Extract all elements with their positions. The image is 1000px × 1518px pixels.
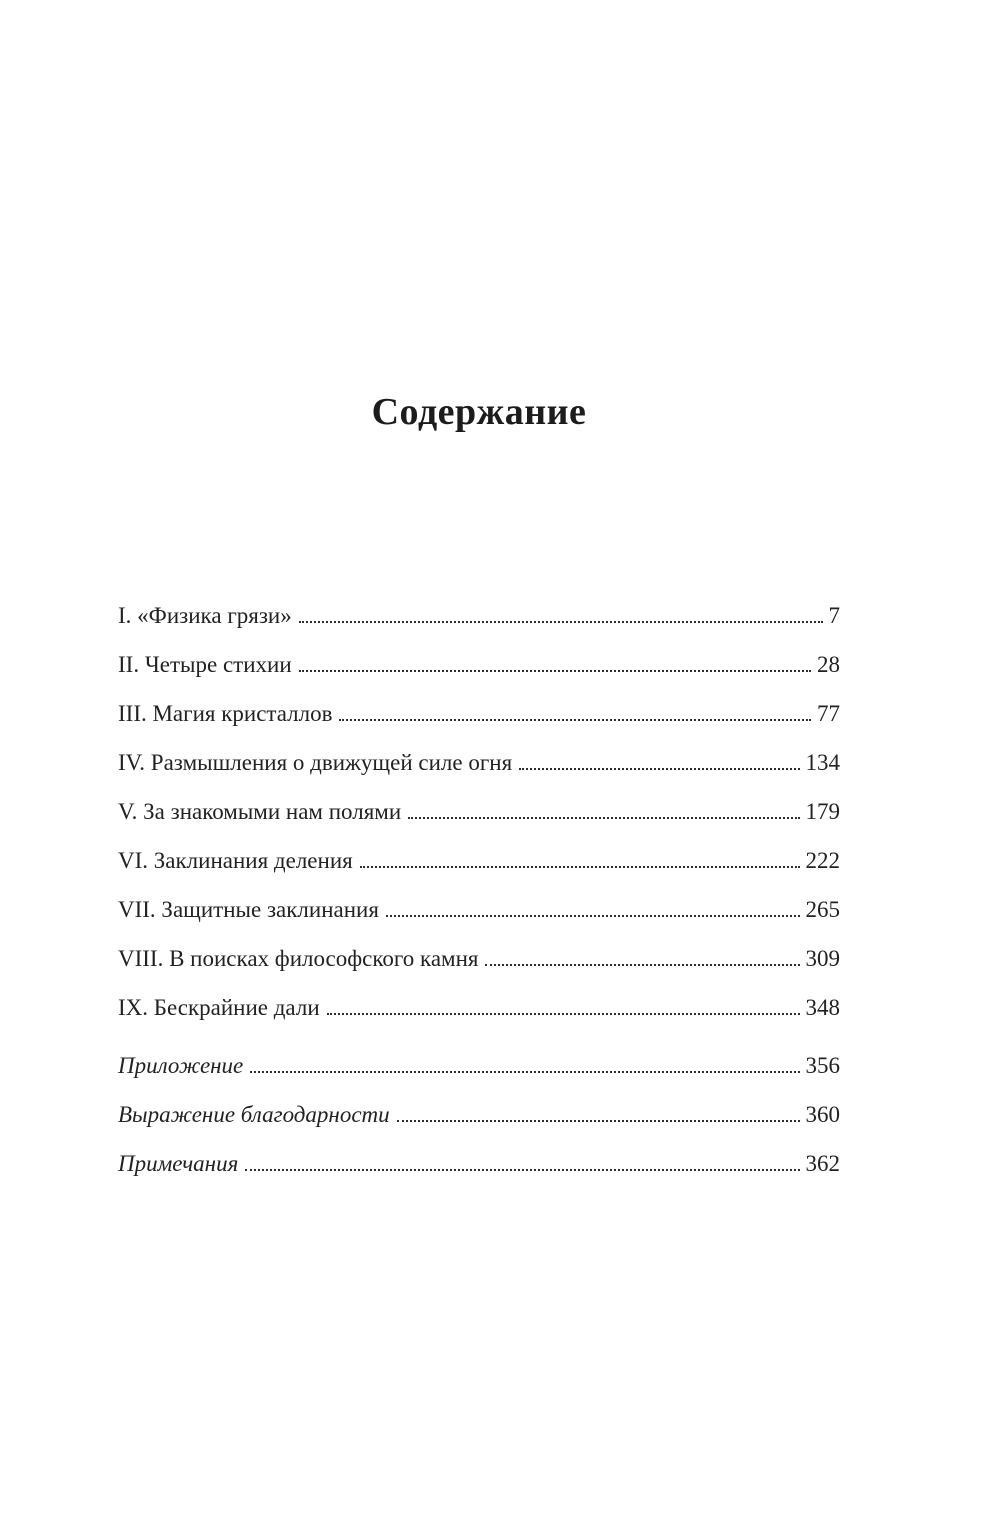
dot-leader [408,817,799,819]
toc-entry-page: 7 [828,603,840,628]
toc-entry [118,1150,840,1199]
toc-entry [118,798,840,847]
toc-entry-page: 179 [805,799,840,824]
dot-leader [386,915,800,917]
dot-leader [299,670,811,672]
toc-chapters [118,602,840,1043]
toc-entry-page: 222 [805,848,840,873]
dot-leader [485,964,799,966]
toc-entry [118,602,840,651]
toc-entry-page: 77 [817,701,840,726]
dot-leader [339,719,811,721]
dot-leader [360,866,800,868]
toc-entry-title: I. «Физика грязи» [118,603,292,628]
toc-entry [118,847,840,896]
toc-entry-page: 309 [805,946,840,971]
toc-entry-page: 134 [805,750,840,775]
toc-entry-title: II. Четыре стихии [118,652,292,677]
toc-entry-title: IV. Размышления о движущей силе огня [118,750,513,775]
toc-back-matter [118,1052,840,1199]
toc-entry [118,896,840,945]
toc-entry [118,700,840,749]
toc-entry-page: 360 [805,1102,840,1127]
toc-entry-title: Примечания [118,1151,239,1176]
toc-entry-page: 28 [817,652,840,677]
dot-leader [519,768,799,770]
toc-entry-title: V. За знакомыми нам полями [118,799,402,824]
dot-leader [397,1120,800,1122]
toc-entry [118,994,840,1043]
dot-leader [327,1013,800,1015]
dot-leader [250,1071,799,1073]
toc-entry-title: III. Магия кристаллов [118,701,333,726]
toc-entry-page: 265 [805,897,840,922]
toc-entry-page: 356 [805,1053,840,1078]
toc-entry [118,1052,840,1101]
table-of-contents [118,602,840,1199]
toc-entry [118,1101,840,1150]
toc-entry-title: Приложение [118,1053,244,1078]
dot-leader [299,621,823,623]
dot-leader [245,1169,799,1171]
toc-entry-title: VIII. В поисках философского камня [118,946,479,971]
toc-entry-page: 362 [805,1151,840,1176]
toc-entry [118,651,840,700]
toc-entry-title: IX. Бескрайние дали [118,995,320,1020]
toc-entry-title: VII. Защитные заклинания [118,897,379,922]
toc-entry-title: VI. Заклинания деления [118,848,353,873]
toc-entry-title: Выражение благодарности [118,1102,390,1127]
toc-entry-page: 348 [805,995,840,1020]
toc-entry [118,945,840,994]
page-title: Содержание [371,391,587,433]
toc-entry [118,749,840,798]
